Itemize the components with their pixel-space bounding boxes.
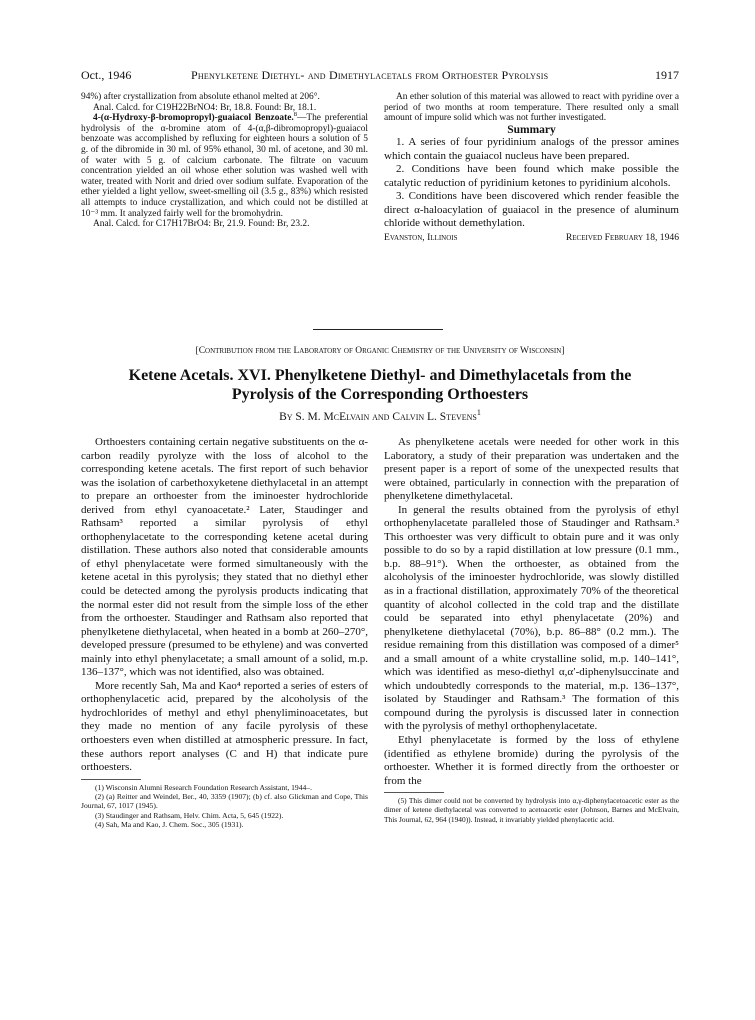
paragraph: In general the results obtained from the pyrolysis of ethyl orthophenylacetate paralleled those of Staudinger and Rathsam.³ This orthoester was very difficult to obtain pure and it was only possible to do so by a rapid distillation at low pressure (0.1 mm., b.p. 88–91°). When the orthoester, as obtained from the alcoholysis of the iminoester hydrochloride, was slowly distilled as in a fractional distillation, approximately 70% of the theoretical quantity of alcohol collected in the cold trap and the distillate could be separated into ethyl phenylacetate (20%) and phenylketene diethylacetal (70%), b.p. 86–88° (0.2 mm.). The residue remaining from this distillation was composed of a dimer⁵ and a small amount of a white crystalline solid, m.p. 140–141°, which was identified as meso-diethyl α,α′-diphenylsuccinate and which undoubtedly corresponds to the material, m.p. 136–137°, isolated by Staudinger and Rathsam.³ The formation of this compound during the pyrolysis is discussed later in connection with the pyrolysis of methyl orthophenylacetate.: [384, 503, 679, 733]
section-divider: [313, 329, 443, 330]
article-left-column: [81, 436, 368, 830]
title-line: Pyrolysis of the Corresponding Orthoesters: [231, 385, 529, 403]
paragraph: As phenylketene acetals were needed for other work in this Laboratory, a study of their preparation was undertaken and the present paper is a report of some of the unexpected results that were obtained, particularly in connection with the preparation of phenylketene dimethylacetal.: [384, 436, 679, 503]
footnote: (5) This dimer could not be converted by hydrolysis into α,γ-diphenylacetoacetic ester as the dimer of ketene diethylacetal was converted to acetoacetic ester (Johnson, Barnes and McElvain, This Journal, 62, 964 (1940)). Instead, it invariably yielded phenylacetic acid.: [384, 796, 679, 824]
paragraph: An ether solution of this material was allowed to react with pyridine over a period of two months at room temperature. There resulted only a small amount of impure solid which was not further investigated.: [384, 92, 679, 124]
location: Evanston, Illinois: [384, 231, 458, 243]
top-right-column: [384, 92, 679, 243]
footnote: (1) Wisconsin Alumni Research Foundation Research Assistant, 1944–.: [95, 782, 313, 792]
top-left-column: [81, 92, 368, 230]
analysis-line: Anal. Calcd. for C17H17BrO4: Br, 21.9. Found: Br, 23.2.: [93, 219, 310, 230]
summary-heading: Summary: [507, 123, 556, 136]
footnote-ref: 1: [476, 408, 481, 418]
footnote-ref: 8: [293, 111, 298, 119]
paragraph-text: The preferential hydrolysis of the α-bromine atom of 4-(α,β-dibromopropyl)-guaiacol benzoate was accomplished by refluxing for eighteen hours a solution of 5 g. of the dibromide in 30 ml. of 95% ethanol, 30 ml. of acetone, and 30 ml. of water with 5 g. of calcium carbonate. The filtrate on vacuum concentration yielded an oil whose ether solution was washed well with water, treated with Norit and dried over sodium sulfate. Evaporation of the ether yielded a light yellow, sweet-smelling oil (3.5 g., 83%) which resisted all attempts to induce crystallization, and which could not be distilled at 10⁻³ mm. It analyzed fairly well for the bromohydrin.: [81, 113, 369, 219]
byline: [81, 408, 679, 423]
paragraph: Ethyl phenylacetate is formed by the loss of ethylene (identified as ethylene bromide) during the pyrolysis of the orthoester. Whether it is formed directly from the orthoester or from the: [384, 734, 679, 787]
paragraph: 94%) after crystallization from absolute ethanol melted at 206°.: [81, 92, 320, 102]
compound-heading: 4-(α-Hydroxy-β-bromopropyl)-guaiacol Benzoate.: [93, 113, 294, 124]
header-date: Oct., 1946: [81, 68, 132, 82]
article-right-column: [384, 436, 679, 824]
summary-item: 1. A series of four pyridinium analogs of the pressor amines which contain the guaiacol nucleus have been prepared.: [384, 136, 679, 162]
header-running-title: Phenylketene Diethyl- and Dimethylacetals from Orthoester Pyrolysis: [191, 68, 549, 82]
address-line: [384, 233, 679, 244]
footnote: (3) Staudinger and Rathsam, Helv. Chim. Acta, 5, 645 (1922).: [95, 810, 284, 820]
contribution-line: [Contribution from the Laboratory of Organic Chemistry of the University of Wisconsin]: [195, 346, 565, 356]
received-date: Received February 18, 1946: [565, 231, 679, 243]
authors: By S. M. McElvain and Calvin L. Stevens: [279, 411, 477, 423]
analysis-line: Anal. Calcd. for C19H22BrNO4: Br, 18.8. Found: Br, 18.1.: [93, 102, 317, 113]
footnote-divider: [384, 792, 444, 793]
title-line: Ketene Acetals. XVI. Phenylketene Diethyl- and Dimethylacetals from the: [128, 367, 632, 384]
paragraph: Orthoesters containing certain negative substituents on the α-carbon readily pyrolyze with the loss of alcohol to the corresponding ketene acetals. The first report of such behavior was the isolation of carbethoxyketene diethylacetal in an attempt to prepare an orthoester from the iminoester hydrochloride derived from ethyl cyanoacetate.² Later, Staudinger and Rathsam³ reported a similar pyrolysis of ethyl orthophenylacetate to the corresponding ketene acetal during distillation. These authors also noted that considerable amounts of ethyl phenylacetate were formed simultaneously with the ketene acetal in this pyrolysis; they stated that no diethyl ether could be detected among the pyrolysis products indicating that the normal ester did not result from the simple loss of the ether from the orthoester. Staudinger and Rathsam also reported that phenylketene diethylacetal, when heated in a bomb at 260–270°, developed pressure (presumed to be ethylene) and was converted mainly into ethyl phenylacetate; a small amount of a solid, m.p. 136–137°, which was not identified, also was obtained.: [81, 436, 368, 679]
dash: —: [297, 113, 307, 124]
article-title: [81, 367, 679, 404]
summary-item: 2. Conditions have been found which make possible the catalytic reduction of pyridinium ketones to pyridinium alcohols.: [384, 163, 679, 189]
footnote: (4) Sah, Ma and Kao, J. Chem. Soc., 305 (1931).: [95, 820, 244, 830]
footnote-divider: [81, 779, 141, 780]
running-header: [81, 68, 679, 84]
experimental-paragraph: [81, 113, 368, 219]
header-page-number: 1917: [655, 68, 679, 82]
summary-item: 3. Conditions have been discovered which render feasible the direct α-haloacylation of guaiacol in the presence of aluminum chloride without demethylation.: [384, 190, 679, 230]
paragraph: More recently Sah, Ma and Kao⁴ reported a series of esters of orthophenylacetic acid, prepared by the alcoholysis of the hydrochlorides of methyl and ethyl phenyliminoacetates, but they made no mention of any facile pyrolysis of these orthoesters even when distilled at atmospheric pressure. In fact, these authors report analyses (C and H) that indicate pure orthoesters.: [81, 679, 368, 774]
footnote: (2) (a) Reitter and Weindel, Ber., 40, 3359 (1907); (b) cf. also Glickman and Cope, This Journal, 67, 1017 (1945).: [81, 792, 368, 811]
